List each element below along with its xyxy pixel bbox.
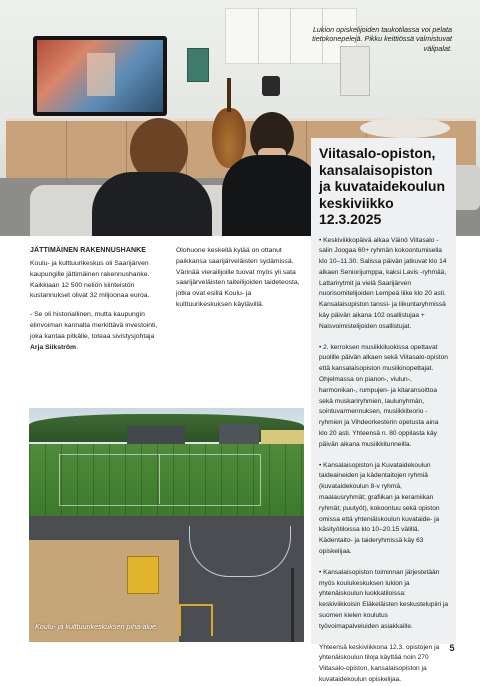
page-number: 5: [449, 643, 455, 653]
building: [261, 430, 304, 444]
tv-screen: [33, 36, 167, 116]
schedule-body: [311, 228, 456, 686]
schoolyard-photo: [29, 408, 304, 642]
article-left-column: [30, 246, 161, 361]
person-name: Arja Siikström: [30, 343, 77, 351]
climbing-frame: [179, 604, 213, 636]
light-pole: [291, 568, 294, 642]
schedule-item: • Kansalaisopiston toiminnan järjestetään myös koulukeskuksen lukion ja yhtenäiskoulun luokkatiloissa: keskiviikkoisin Eläkeläisten keskustelupiiri ja suomen kielen koulutus työvoimapalveluiden asiakkaille.: [319, 568, 448, 630]
building: [219, 424, 259, 444]
article-paragraph: Olohuone keskellä kylää on ottanut paikkansa saarijärveläisten sydämissä. Värinää vierailijoille tuovat myös yli sata saarijärveläisten taiteilijoiden taideteosta, jotka ovat esillä Koulu- ja kulttuurikeskuksen käytävillä.: [176, 247, 300, 308]
student-left: [92, 172, 212, 236]
section-heading: JÄTTIMÄINEN RAKENNUSHANKE: [30, 247, 147, 254]
coffee-maker: [262, 76, 280, 96]
play-structure: [127, 556, 159, 594]
field-fence: [29, 444, 304, 516]
building: [127, 426, 185, 444]
schedule-item: • 2. kerroksen musiikkiluokissa opettavat puolille päivän alkaen sekä Viitasalo-opiston että kansalaisopiston musiikinopettajat. Ohjelmassa on pianon-, viulun-, harmonikan-, rumpujen- ja kitaransoittoa sekä muskariryhmien, laulunyhmän, sointuvarmennuksen, musiikkiteorio -ryhmien ja Vihdeorkesterin opetusta aina klo 20 asti. Yhteensä n. 80 oppilasta käy päivän aikana musiikkitunneilla.: [319, 343, 448, 448]
schedule-title: Viitasalo-opiston, kansalaisopiston ja kuvataidekoulun keskiviikko 12.3.2025: [319, 145, 446, 227]
round-table: [360, 118, 450, 138]
schedule-summary: Yhteensä keskiviikkona 12.3. opistojen ja yhtenäiskoulun tiloja käyttää noin 270 Viitasalo-opiston, kansalaisopiston ja kuvataidekoulun opiskelijaa.: [319, 643, 440, 683]
wall-poster: [187, 48, 209, 82]
article-paragraph: Koulu- ja kulttuurikeskus oli Saarijärven kaupungille jättimäinen rakennushanke. Kaikkiaan 12 500 neliön kiinteistön kustannukset olivat 32 miljoonaa euroa.: [30, 260, 150, 300]
microwave: [340, 46, 370, 96]
article-quote: - Se oli historiallinen, mutta kaupungin elinvoiman kannalta merkittävä investointi, joka kantaa pitkälle, toteaa sivistysjohtaja Arja Siikström.: [30, 311, 158, 351]
article-middle-column: [176, 246, 304, 311]
bottom-photo-caption: Koulu- ja kulttuurikeskuksen piha-alue.: [35, 622, 159, 631]
top-photo-caption: Lukion opiskelijoiden taukotilassa voi pelata tietokonepelejä. Pikku keittiössä valmistuvat välipalat.: [312, 25, 452, 53]
schedule-item: • Kansalaisopiston ja Kuvataidekoulun taideaineiden ja kädentaitojen ryhmiä (kuvataidekoulun 8-v ryhmä, maalausryhmät; grafiikan ja keramiikan ryhmät; puutyöt), kokoontuu sekä opiston omissa että yhteniäiskoulun kuvataide- ja käsityötiloissa klo 10–20.15 välillä. Kädentaito- ja taideryhmissä käy 63 opiskelijaa.: [319, 461, 440, 556]
schedule-item: • Keskiviikkopäivä alkaa Väinö Viitasalo -salin Joogaa 60+ ryhmän kokoontumisella klo 10–11.30. Salissa päivän jatkuvat klo 14 alkaen Seniorijumppa, kaksi Lavis -ryhmää, Lattarirytmit ja vielä Saarijärven nuorisomitelijoiden Lempeä liike klo 20 asti. Kansalaisopiston tanssi- ja liikuntaryhmissä käy päivän aikana 102 osallistujaa + Naisvoimistelijoiden osallistujat.: [319, 236, 447, 330]
schedule-box: [311, 138, 456, 683]
student-right: [222, 155, 320, 236]
